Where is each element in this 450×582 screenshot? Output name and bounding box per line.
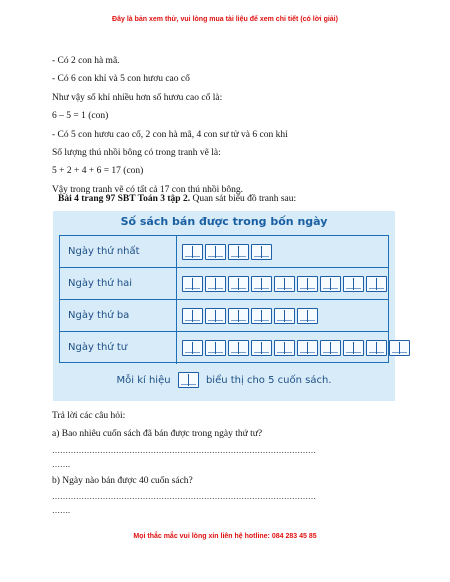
exercise-title-rest: Quan sát biểu đồ tranh sau: [190, 194, 297, 204]
text-line: 5 + 2 + 4 + 6 = 17 (con) [52, 166, 144, 177]
header-notice: Đây là bản xem thử, vui lòng mua tài liệu để xem chi tiết (có lời giải) [112, 16, 338, 23]
question-b: b) Ngày nào bán được 40 cuốn sách? [52, 475, 193, 486]
row-label: Ngày thứ ba [60, 300, 177, 331]
book-icon [343, 276, 364, 292]
chart-row [60, 236, 388, 268]
book-icon [228, 244, 249, 260]
row-label: Ngày thứ tư [60, 332, 177, 364]
row-books [182, 244, 272, 262]
chart-title: Số sách bán được trong bốn ngày [120, 215, 328, 228]
book-icon [182, 308, 203, 324]
answer-line-b: ……………………………………………………………………………………… [52, 492, 316, 502]
text-line: Vậy trong tranh vẽ có tất cả 17 con thú nhồi bông. [52, 184, 244, 195]
book-icon [389, 340, 410, 356]
book-icon [251, 244, 272, 260]
text-line: - Có 5 con hươu cao cổ, 2 con hà mã, 4 con sư tử và 6 con khỉ [52, 129, 288, 140]
pictograph-chart [53, 211, 395, 401]
book-icon [366, 340, 387, 356]
chart-row [60, 300, 388, 332]
text-line: - Có 6 con khỉ và 5 con hươu cao cổ [52, 74, 190, 85]
text-line: Số lượng thú nhồi bông có trong tranh vẽ là: [52, 148, 221, 159]
book-icon [205, 244, 226, 260]
text-line: 6 – 5 = 1 (con) [52, 111, 109, 122]
book-icon [251, 308, 272, 324]
chart-row [60, 332, 388, 364]
questions-section [52, 407, 402, 518]
book-icon [366, 276, 387, 292]
solution-text [52, 52, 412, 199]
book-icon [274, 340, 295, 356]
text-line: - Có 2 con hà mã. [52, 56, 120, 66]
answer-line-b-end: ……. [52, 506, 70, 516]
book-icon [343, 340, 364, 356]
book-icon [274, 308, 295, 324]
book-icon [205, 276, 226, 292]
book-icon [178, 372, 199, 388]
row-label: Ngày thứ hai [60, 268, 177, 299]
row-books [182, 276, 387, 294]
chart-row [60, 268, 388, 300]
answer-line-a-end: ……. [52, 459, 70, 469]
book-icon [320, 340, 341, 356]
questions-intro: Trả lời các câu hỏi: [52, 411, 126, 421]
exercise-title [58, 194, 296, 204]
note-before: Mỗi kí hiệu [116, 375, 171, 386]
text-line: Như vậy số khỉ nhiều hơn số hươu cao cổ là: [52, 92, 223, 103]
book-icon [228, 276, 249, 292]
book-icon [251, 276, 272, 292]
book-icon [182, 276, 203, 292]
book-icon [182, 244, 203, 260]
answer-line-a: ……………………………………………………………………………………… [52, 445, 316, 455]
book-icon [228, 340, 249, 356]
row-books [182, 340, 410, 358]
book-icon [251, 340, 272, 356]
book-icon [320, 276, 341, 292]
book-icon [297, 308, 318, 324]
book-icon [228, 308, 249, 324]
question-a: a) Bao nhiêu cuốn sách đã bán được trong ngày thứ tư? [52, 429, 263, 440]
book-icon [297, 276, 318, 292]
book-icon [205, 308, 226, 324]
book-icon [274, 276, 295, 292]
book-icon [205, 340, 226, 356]
book-icon [182, 340, 203, 356]
row-books [182, 308, 318, 326]
footer-notice: Mọi thắc mắc vui lòng xin liên hệ hotline: 084 283 45 85 [133, 533, 317, 540]
note-after: biểu thị cho 5 cuốn sách. [205, 375, 332, 386]
book-icon [297, 340, 318, 356]
chart-note [53, 372, 395, 388]
exercise-title-bold: Bài 4 trang 97 SBT Toán 3 tập 2. [58, 194, 191, 204]
chart-table [59, 235, 389, 363]
row-label: Ngày thứ nhất [60, 236, 177, 267]
